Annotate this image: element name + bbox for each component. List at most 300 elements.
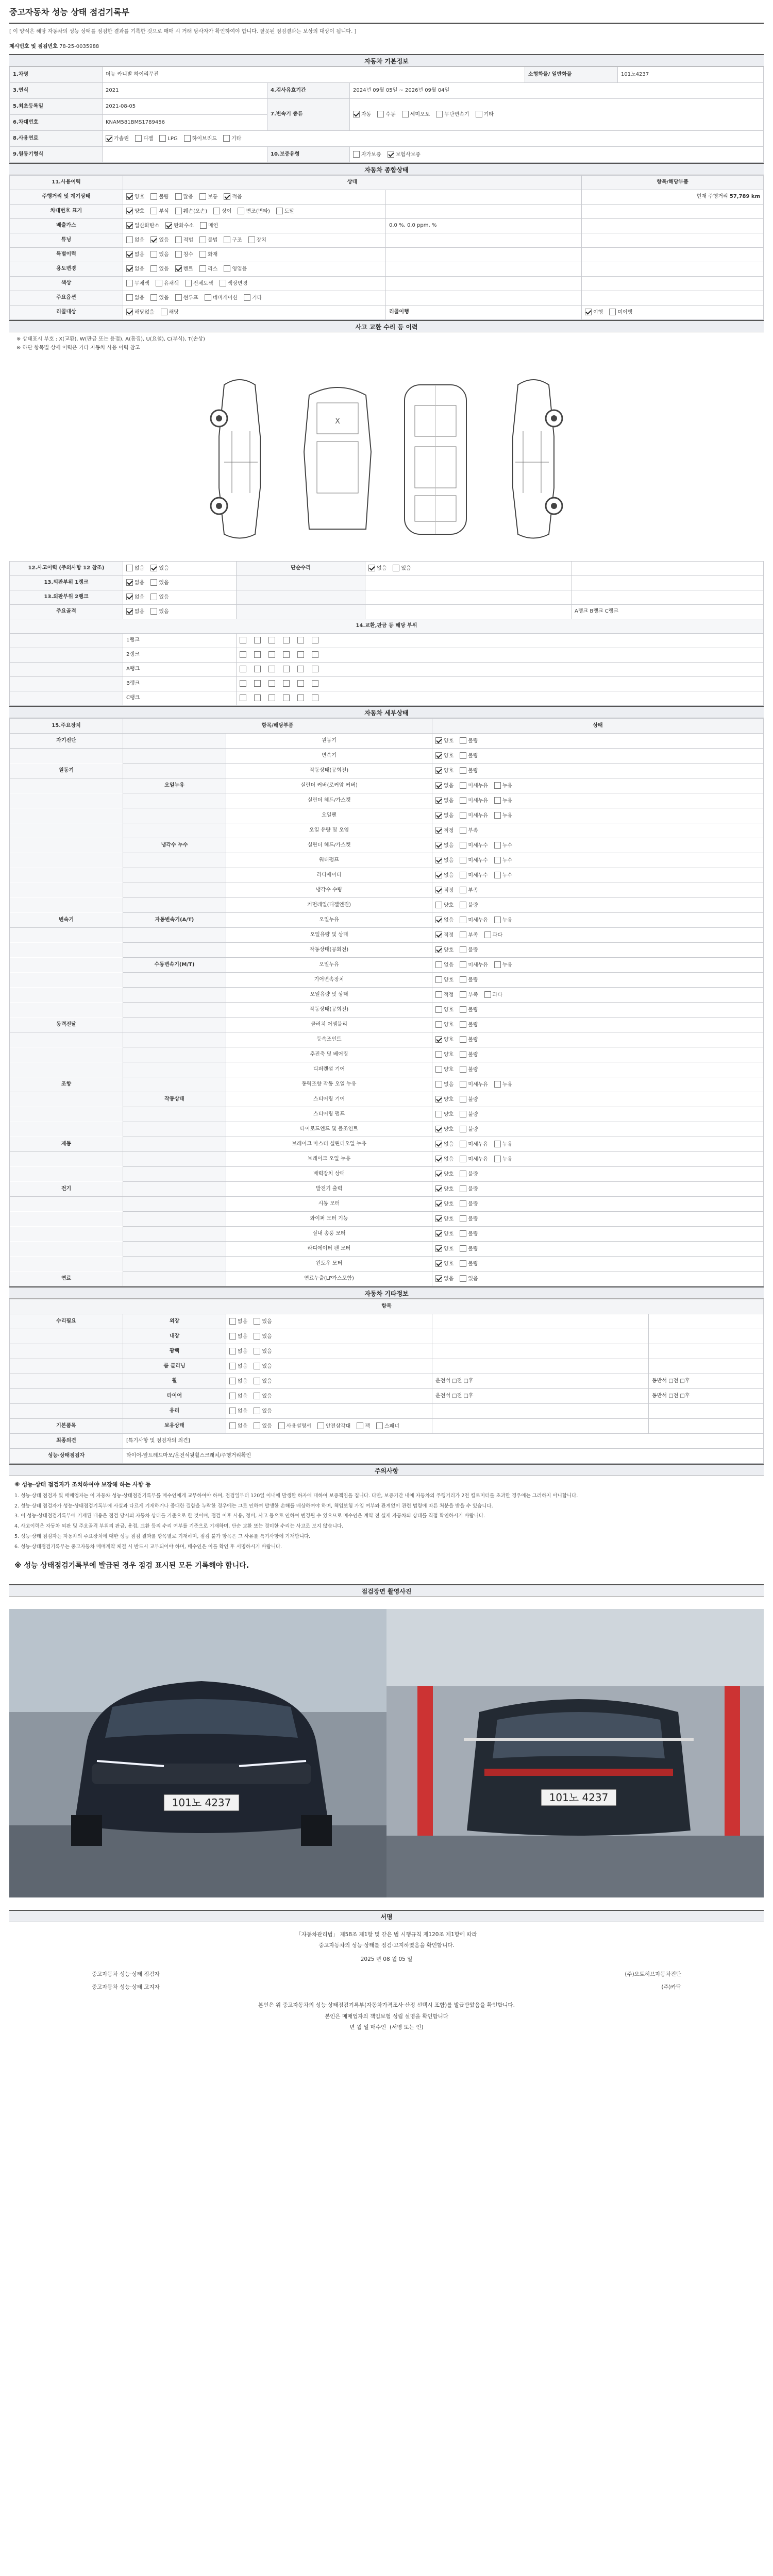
detail-checkbox[interactable]: [435, 1200, 442, 1207]
detail-checkbox[interactable]: [460, 827, 466, 834]
detail-checkbox[interactable]: [460, 1275, 466, 1282]
detail-group: [10, 988, 123, 1003]
detail-subgroup: [123, 853, 226, 868]
detail-checkbox[interactable]: [460, 1111, 466, 1117]
detail-checkbox[interactable]: [494, 1081, 501, 1088]
etc-checkbox[interactable]: [229, 1408, 236, 1414]
accident-checkbox[interactable]: [150, 594, 157, 600]
summary-checkbox[interactable]: [238, 208, 244, 214]
summary-checkbox[interactable]: [126, 280, 133, 286]
etc-options: [226, 1404, 432, 1419]
detail-option: [435, 1171, 453, 1178]
detail-checkbox[interactable]: [494, 782, 501, 789]
car-top-icon: [392, 375, 479, 545]
detail-checkbox[interactable]: [494, 842, 501, 849]
summary-checkbox[interactable]: [220, 280, 226, 286]
detail-group: [10, 1003, 123, 1018]
etc-option-label: 없음: [238, 1348, 248, 1354]
detail-checkbox[interactable]: [460, 1051, 466, 1058]
etc-checkbox[interactable]: [254, 1422, 260, 1429]
detail-checkbox[interactable]: [435, 782, 442, 789]
detail-checkbox[interactable]: [435, 1096, 442, 1103]
accident-part-option: [254, 680, 262, 688]
detail-checkbox[interactable]: [460, 1260, 466, 1267]
detail-checkbox[interactable]: [435, 917, 442, 923]
detail-checkbox[interactable]: [435, 1081, 442, 1088]
accident-part-checkbox[interactable]: [297, 651, 304, 658]
detail-checkbox[interactable]: [435, 872, 442, 878]
detail-checkbox[interactable]: [435, 887, 442, 893]
summary-item-label: 주요옵션: [10, 291, 123, 306]
accident-simple-option-label: 없음: [377, 566, 387, 572]
etc-checkbox[interactable]: [254, 1348, 260, 1354]
etc-checkbox[interactable]: [357, 1422, 363, 1429]
etc-checkbox[interactable]: [254, 1393, 260, 1399]
detail-item: 브레이크 오일 누유: [226, 1152, 432, 1167]
accident-part-checkbox[interactable]: [268, 694, 275, 701]
accident-part-checkbox[interactable]: [312, 651, 318, 658]
etc-checkbox[interactable]: [254, 1378, 260, 1384]
detail-group: [10, 1152, 123, 1167]
detail-checkbox[interactable]: [460, 1021, 466, 1028]
etc-checkbox[interactable]: [254, 1363, 260, 1369]
accident-part-checkbox[interactable]: [254, 694, 261, 701]
accident-part-checkbox[interactable]: [240, 651, 246, 658]
detail-checkbox[interactable]: [435, 1126, 442, 1132]
detail-row: [10, 1122, 764, 1137]
detail-checkbox[interactable]: [460, 902, 466, 908]
summary-option-label: 유채색: [163, 281, 179, 287]
detail-subgroup: [123, 1003, 226, 1018]
detail-checkbox[interactable]: [435, 931, 442, 938]
etc-extra-2: [649, 1329, 764, 1344]
detail-option: [435, 1081, 453, 1089]
detail-checkbox[interactable]: [460, 1006, 466, 1013]
summary-item-extra: [386, 262, 582, 277]
transmission-checkbox[interactable]: [476, 111, 482, 117]
summary-checkbox[interactable]: [126, 251, 133, 258]
summary-checkbox[interactable]: [185, 280, 192, 286]
accident-item-extra: [572, 590, 764, 605]
summary-checkbox[interactable]: [248, 236, 255, 243]
etc-checkbox[interactable]: [254, 1318, 260, 1325]
detail-checkbox[interactable]: [460, 782, 466, 789]
detail-checkbox[interactable]: [435, 1215, 442, 1222]
warranty-checkbox[interactable]: [353, 151, 360, 158]
transmission-checkbox[interactable]: [377, 111, 384, 117]
detail-group: [10, 1197, 123, 1212]
transmission-checkbox[interactable]: [353, 111, 360, 117]
summary-checkbox[interactable]: [126, 309, 133, 315]
accident-option-label: 없음: [135, 580, 145, 586]
detail-row: [10, 883, 764, 898]
summary-item-value: [582, 248, 764, 262]
detail-checkbox[interactable]: [435, 842, 442, 849]
accident-part-checkbox[interactable]: [297, 637, 304, 643]
warranty-option: [388, 151, 421, 159]
summary-checkbox[interactable]: [161, 309, 167, 315]
summary-option-label: 적법: [183, 238, 193, 244]
etc-checkbox[interactable]: [229, 1348, 236, 1354]
etc-checkbox[interactable]: [229, 1422, 236, 1429]
detail-item: 추진축 및 베어링: [226, 1047, 432, 1062]
fuel-checkbox[interactable]: [159, 135, 166, 142]
detail-checkbox[interactable]: [435, 976, 442, 983]
detail-row: [10, 734, 764, 749]
warranty-option-label: 보험사보증: [395, 151, 421, 158]
summary-option: [126, 280, 149, 287]
accident-checkbox[interactable]: [126, 608, 133, 615]
vin-value: KNAM581BMS1789456: [103, 115, 267, 131]
detail-checkbox[interactable]: [435, 1185, 442, 1192]
summary-row: [10, 219, 764, 233]
etc-checkbox[interactable]: [254, 1333, 260, 1340]
summary-option-label: 변조(변타): [246, 209, 270, 215]
detail-group: [10, 973, 123, 988]
detail-checkbox[interactable]: [460, 946, 466, 953]
accident-part-checkbox[interactable]: [254, 637, 261, 643]
fuel-checkbox[interactable]: [106, 135, 112, 142]
plate-number: 101노4237: [618, 67, 764, 83]
transmission-option-label: 세미오토: [410, 112, 430, 118]
detail-checkbox[interactable]: [435, 1141, 442, 1147]
detail-checkbox[interactable]: [460, 1126, 466, 1132]
inspector-opinion-label: 성능·상태점검자: [10, 1449, 123, 1464]
warranty-checkbox[interactable]: [388, 151, 394, 158]
accident-part-rank: 2랭크: [123, 648, 237, 663]
detail-row: [10, 868, 764, 883]
detail-group: 자기진단: [10, 734, 123, 749]
detail-checkbox[interactable]: [494, 1141, 501, 1147]
summary-checkbox[interactable]: [150, 265, 157, 272]
summary-option: [199, 193, 217, 201]
detail-checkbox[interactable]: [460, 1200, 466, 1207]
detail-checkbox[interactable]: [435, 946, 442, 953]
detail-checkbox[interactable]: [494, 857, 501, 863]
detail-checkbox[interactable]: [494, 797, 501, 804]
etc-checkbox[interactable]: [317, 1422, 324, 1429]
accident-part-checkbox[interactable]: [312, 680, 318, 687]
summary-checkbox[interactable]: [126, 265, 133, 272]
accident-simple-checkbox[interactable]: [368, 565, 375, 571]
detail-checkbox[interactable]: [435, 1156, 442, 1162]
detail-checkbox[interactable]: [460, 842, 466, 849]
accident-checkbox[interactable]: [126, 594, 133, 600]
summary-checkbox[interactable]: [175, 193, 182, 200]
detail-checkbox[interactable]: [460, 1215, 466, 1222]
accident-simple-checkbox[interactable]: [393, 565, 399, 571]
detail-status: [432, 988, 764, 1003]
detail-subgroup: [123, 1167, 226, 1182]
detail-checkbox[interactable]: [435, 1230, 442, 1237]
detail-option: [435, 1051, 453, 1059]
detail-checkbox[interactable]: [460, 872, 466, 878]
detail-subgroup: [123, 1047, 226, 1062]
detail-checkbox[interactable]: [460, 1230, 466, 1237]
detail-option: [460, 737, 478, 745]
seller-row: [9, 1984, 764, 1991]
detail-checkbox[interactable]: [435, 991, 442, 998]
detail-checkbox[interactable]: [435, 857, 442, 863]
detail-checkbox[interactable]: [435, 797, 442, 804]
recall-checkbox[interactable]: [609, 309, 616, 315]
detail-checkbox[interactable]: [460, 1141, 466, 1147]
detail-checkbox[interactable]: [435, 767, 442, 774]
summary-checkbox[interactable]: [126, 236, 133, 243]
detail-checkbox[interactable]: [460, 1096, 466, 1103]
summary-checkbox[interactable]: [126, 208, 133, 214]
summary-option-label: 없음: [135, 252, 145, 258]
accident-part-checkbox[interactable]: [312, 666, 318, 672]
accident-part-checkbox[interactable]: [240, 694, 246, 701]
etc-checkbox[interactable]: [278, 1422, 285, 1429]
detail-row: [10, 928, 764, 943]
detail-row: [10, 749, 764, 764]
accident-checkbox[interactable]: [150, 608, 157, 615]
etc-extra-2: [649, 1314, 764, 1329]
detail-checkbox[interactable]: [460, 1081, 466, 1088]
detail-option-label: 과다: [492, 932, 502, 938]
detail-checkbox[interactable]: [435, 737, 442, 744]
etc-checkbox[interactable]: [229, 1378, 236, 1384]
accident-part-checkbox[interactable]: [268, 651, 275, 658]
detail-checkbox[interactable]: [494, 872, 501, 878]
accident-checkbox[interactable]: [126, 579, 133, 586]
detail-checkbox[interactable]: [460, 961, 466, 968]
car-right-side-icon: [490, 375, 577, 545]
summary-checkbox[interactable]: [165, 222, 172, 229]
summary-option-label: 전체도색: [193, 281, 213, 287]
accident-part-rank: 1랭크: [123, 634, 237, 648]
warranty-option-label: 자가보증: [361, 151, 381, 158]
detail-option: [494, 1081, 512, 1089]
summary-checkbox[interactable]: [199, 193, 206, 200]
accident-part-option: [254, 651, 262, 659]
detail-checkbox[interactable]: [435, 1111, 442, 1117]
detail-option: [460, 1051, 478, 1059]
etc-option: [229, 1348, 247, 1355]
etc-group: [10, 1359, 123, 1374]
detail-option: [460, 1066, 478, 1074]
detail-checkbox[interactable]: [460, 931, 466, 938]
accident-part-checkbox[interactable]: [283, 637, 290, 643]
section-signature: 서명: [9, 1910, 764, 1922]
accident-part-checkbox[interactable]: [240, 680, 246, 687]
detail-option: [494, 872, 512, 879]
accident-part-checkbox[interactable]: [283, 651, 290, 658]
accident-part-checkbox[interactable]: [254, 680, 261, 687]
detail-option: [460, 1096, 478, 1104]
detail-option: [435, 1200, 453, 1208]
accident-part-checkbox[interactable]: [268, 666, 275, 672]
summary-checkbox[interactable]: [224, 265, 230, 272]
detail-header-device: 15.주요장치: [10, 719, 123, 734]
detail-checkbox[interactable]: [460, 917, 466, 923]
summary-option-label: 적음: [232, 194, 242, 200]
detail-checkbox[interactable]: [435, 961, 442, 968]
summary-checkbox[interactable]: [224, 236, 230, 243]
etc-option: [229, 1408, 247, 1415]
etc-checkbox[interactable]: [229, 1363, 236, 1369]
detail-checkbox[interactable]: [460, 1156, 466, 1162]
summary-checkbox[interactable]: [150, 208, 157, 214]
detail-option-label: 양호: [444, 1096, 454, 1103]
accident-part-checkbox[interactable]: [254, 651, 261, 658]
detail-header-status: 상태: [432, 719, 764, 734]
etc-header: 항목: [10, 1299, 764, 1314]
accident-part-checkbox[interactable]: [254, 666, 261, 672]
accident-part-checkbox[interactable]: [268, 680, 275, 687]
fuel-checkbox[interactable]: [135, 135, 142, 142]
detail-option-label: 양호: [444, 1022, 454, 1028]
detail-checkbox[interactable]: [435, 1051, 442, 1058]
detail-checkbox[interactable]: [460, 737, 466, 744]
detail-checkbox[interactable]: [484, 991, 491, 998]
etc-option-label: 있음: [262, 1408, 272, 1414]
accident-option: [126, 608, 144, 616]
final-opinion-value: [특기사항 및 점검자의 의견]: [123, 1434, 764, 1449]
summary-option: [199, 251, 217, 259]
detail-checkbox[interactable]: [460, 767, 466, 774]
detail-checkbox[interactable]: [460, 1036, 466, 1043]
detail-checkbox[interactable]: [435, 902, 442, 908]
etc-checkbox[interactable]: [229, 1318, 236, 1325]
accident-part-checkbox[interactable]: [283, 680, 290, 687]
transmission-checkbox[interactable]: [436, 111, 443, 117]
summary-row: [10, 190, 764, 205]
accident-part-checkbox[interactable]: [283, 694, 290, 701]
summary-checkbox[interactable]: [175, 236, 182, 243]
summary-checkbox[interactable]: [200, 222, 207, 229]
summary-checkbox[interactable]: [150, 251, 157, 258]
accident-part-checkbox[interactable]: [283, 666, 290, 672]
detail-subgroup: [123, 943, 226, 958]
summary-option-label: 렌트: [183, 266, 193, 273]
detail-checkbox[interactable]: [435, 752, 442, 759]
summary-checkbox[interactable]: [213, 208, 220, 214]
transmission-checkbox[interactable]: [402, 111, 409, 117]
detail-checkbox[interactable]: [435, 1171, 442, 1177]
detail-checkbox[interactable]: [460, 752, 466, 759]
summary-checkbox[interactable]: [175, 208, 182, 214]
accident-part-checkbox[interactable]: [268, 637, 275, 643]
summary-checkbox[interactable]: [199, 265, 206, 272]
detail-row: [10, 1077, 764, 1092]
etc-checkbox[interactable]: [254, 1408, 260, 1414]
detail-checkbox[interactable]: [460, 1066, 466, 1073]
fuel-option: [223, 135, 241, 143]
summary-checkbox[interactable]: [199, 251, 206, 258]
summary-checkbox[interactable]: [244, 294, 250, 301]
detail-option-label: 불량: [468, 753, 478, 759]
detail-checkbox[interactable]: [435, 1021, 442, 1028]
summary-checkbox[interactable]: [156, 280, 162, 286]
etc-group: [10, 1329, 123, 1344]
detail-checkbox[interactable]: [460, 887, 466, 893]
accident-checkbox[interactable]: [150, 579, 157, 586]
accident-part-checkbox[interactable]: [297, 680, 304, 687]
summary-checkbox[interactable]: [175, 294, 182, 301]
detail-checkbox[interactable]: [460, 1171, 466, 1177]
detail-option-label: 양호: [444, 1126, 454, 1132]
detail-checkbox[interactable]: [460, 1185, 466, 1192]
detail-checkbox[interactable]: [435, 1245, 442, 1252]
summary-checkbox[interactable]: [175, 251, 182, 258]
accident-checkbox[interactable]: [126, 565, 133, 571]
accident-part-option: [283, 651, 291, 659]
detail-checkbox[interactable]: [460, 976, 466, 983]
detail-checkbox[interactable]: [494, 1156, 501, 1162]
detail-checkbox[interactable]: [460, 797, 466, 804]
detail-checkbox[interactable]: [435, 1275, 442, 1282]
detail-checkbox[interactable]: [435, 827, 442, 834]
detail-checkbox[interactable]: [435, 812, 442, 819]
detail-checkbox[interactable]: [484, 931, 491, 938]
warranty-options: [350, 147, 764, 163]
summary-option-label: 네비게이션: [212, 295, 238, 301]
detail-checkbox[interactable]: [460, 1245, 466, 1252]
summary-checkbox[interactable]: [126, 222, 133, 229]
detail-checkbox[interactable]: [460, 991, 466, 998]
detail-checkbox[interactable]: [435, 1006, 442, 1013]
detail-checkbox[interactable]: [435, 1260, 442, 1267]
summary-checkbox[interactable]: [224, 193, 230, 200]
accident-part-checkbox[interactable]: [312, 694, 318, 701]
summary-checkbox[interactable]: [276, 208, 283, 214]
detail-status: [432, 1182, 764, 1197]
detail-item: 오일유량 및 상태: [226, 928, 432, 943]
summary-checkbox[interactable]: [175, 265, 182, 272]
detail-option-label: 없음: [444, 798, 454, 804]
detail-checkbox[interactable]: [494, 917, 501, 923]
accident-part-checkbox[interactable]: [312, 637, 318, 643]
fuel-checkbox[interactable]: [184, 135, 191, 142]
accident-checkbox[interactable]: [150, 565, 157, 571]
detail-checkbox[interactable]: [460, 857, 466, 863]
etc-checkbox[interactable]: [229, 1333, 236, 1340]
etc-extra-2: 동반석 □전 □후: [649, 1389, 764, 1404]
summary-header-items: 항목/해당부품: [582, 176, 764, 190]
summary-checkbox[interactable]: [150, 236, 157, 243]
svg-text:X: X: [335, 417, 340, 426]
summary-checkbox[interactable]: [126, 193, 133, 200]
summary-checkbox[interactable]: [150, 294, 157, 301]
summary-checkbox[interactable]: [199, 236, 206, 243]
detail-checkbox[interactable]: [435, 1036, 442, 1043]
accident-part-checkbox[interactable]: [297, 694, 304, 701]
detail-option-label: 미세누유: [468, 1141, 488, 1147]
detail-checkbox[interactable]: [494, 812, 501, 819]
summary-checkbox[interactable]: [205, 294, 211, 301]
etc-checkbox[interactable]: [229, 1393, 236, 1399]
detail-checkbox[interactable]: [460, 812, 466, 819]
accident-part-checkbox[interactable]: [240, 637, 246, 643]
etc-checkbox[interactable]: [376, 1422, 383, 1429]
engine-type-value: [103, 147, 267, 163]
summary-checkbox[interactable]: [150, 193, 157, 200]
fuel-checkbox[interactable]: [223, 135, 230, 142]
recall-checkbox[interactable]: [585, 309, 592, 315]
summary-checkbox[interactable]: [126, 294, 133, 301]
detail-checkbox[interactable]: [435, 1066, 442, 1073]
detail-group: [10, 1242, 123, 1257]
detail-option: [460, 1245, 478, 1253]
accident-part-checkbox[interactable]: [297, 666, 304, 672]
accident-part-checkbox[interactable]: [240, 666, 246, 672]
etc-extra-2: [649, 1404, 764, 1419]
accident-option: [126, 579, 144, 587]
detail-checkbox[interactable]: [494, 961, 501, 968]
